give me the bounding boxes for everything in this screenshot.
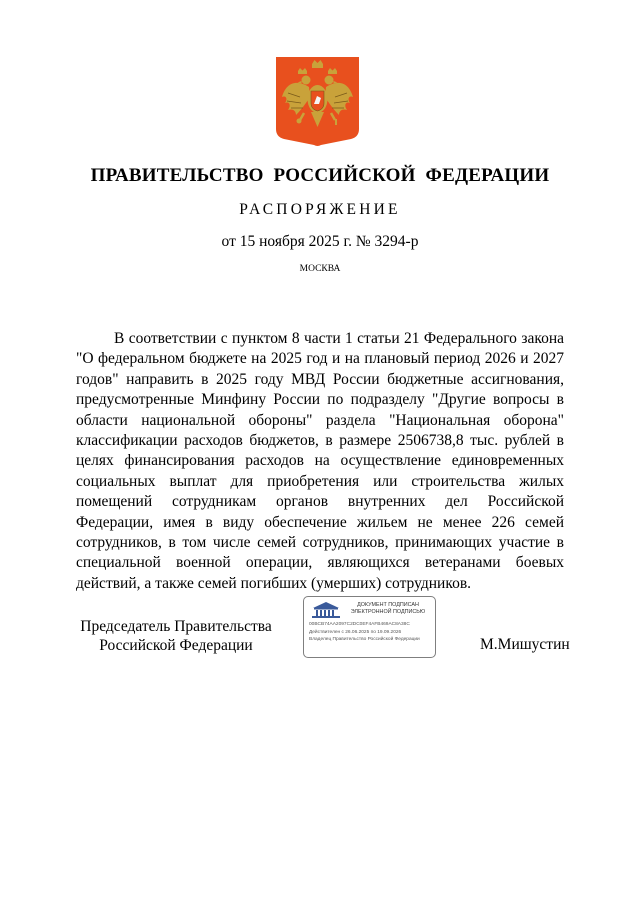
signatory-position-line2: Российской Федерации [99,637,253,654]
document-city: МОСКВА [299,264,341,274]
russian-coat-of-arms-icon [276,57,359,147]
government-title: ПРАВИТЕЛЬСТВО РОССИЙСКОЙ ФЕДЕРАЦИИ [90,165,550,186]
stamp-certificate-serial: 00BCB74AA2097C2DC0EF4AFB469AC8A38C [309,622,410,627]
stamp-title-line1: ДОКУМЕНТ ПОДПИСАН [357,602,419,608]
stamp-validity: Действителен с 26.06.2025 по 19.09.2026 [309,630,402,635]
document-type: РАСПОРЯЖЕНИЕ [239,201,401,218]
signatory-position [76,617,276,655]
directive-paragraph: В соответствии с пунктом 8 части 1 статьи 21 Федерального закона "О федеральном бюджете на 2025 год и на плановый период 2026 и 2027 годов" направить в 2025 году МВД России бюджетные ассигнования, предусмотренные Минфину России по подразделу "Другие вопросы в области национальной обороны" раздела "Национальная оборона" классификации расходов бюджетов, в размере 2506738,8 тыс. рублей в целях финансирования расходов на осуществление единовременных социальных выплат для приобретения или строительства жилых помещений сотрудникам органов внутренних дел Российской Федерации, имея в виду обеспечение жильем не менее 226 семей сотрудников, в том числе семей сотрудников, принимающих участие в специальной военной операции, являющихся ветеранами боевых действий, а также семей погибших (умерших) сотрудников. [76,330,564,592]
signatory-name: М.Мишустин [480,636,570,653]
stamp-title-line2: ЭЛЕКТРОННОЙ ПОДПИСЬЮ [350,608,426,615]
stamp-owner: Владелец Правительство Российской Федерации [309,637,420,642]
signatory-position-line1: Председатель Правительства [80,618,272,635]
government-building-icon [309,601,343,619]
electronic-signature-stamp [303,596,436,658]
document-date-number: от 15 ноября 2025 г. № 3294-р [221,233,419,250]
stamp-title [344,602,432,615]
